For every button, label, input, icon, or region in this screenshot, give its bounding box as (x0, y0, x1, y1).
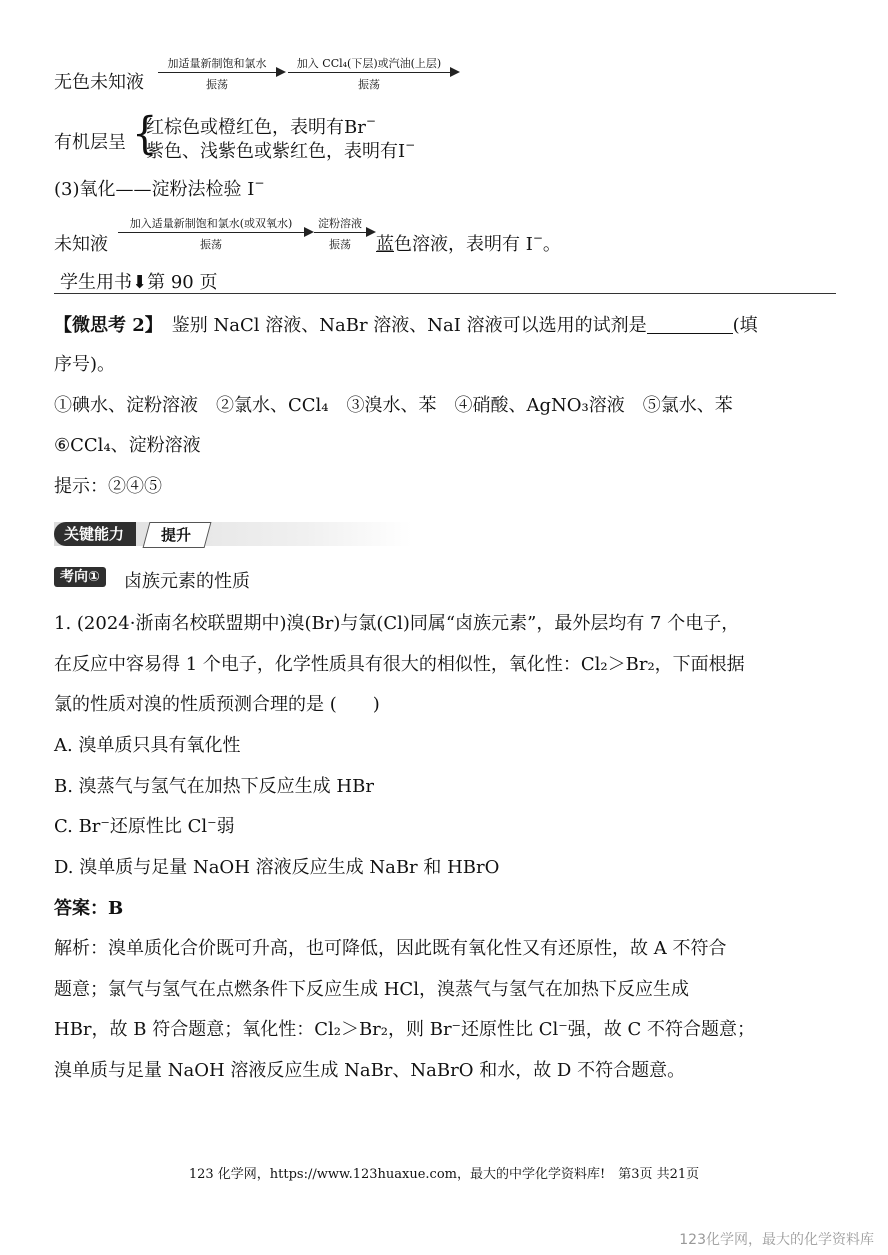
answer-line: 答案：B (54, 898, 124, 919)
result-line-i: 紫色、浅紫色或紫红色，表明有I− (146, 138, 416, 162)
arrow-4-bottom-label: 振荡 (329, 238, 351, 251)
analysis-line2: 题意；氯气与氢气在点燃条件下反应生成 HCl，溴蒸气与氢气在加热下反应生成 (54, 979, 689, 1000)
think-question: 【微思考 2】 鉴别 NaCl 溶液、NaBr 溶液、NaI 溶液可以选用的试剂是 (填 (54, 315, 758, 336)
arrow-2-top-label: 加入 CCl₄(下层)或汽油(上层) (296, 57, 442, 70)
topic-title: 卤族元素的性质 (124, 571, 250, 592)
question-1-line1: 1. (2024·浙南名校联盟期中)溴(Br)与氯(Cl)同属“卤族元素”，最外层均有 7 个电子， (54, 613, 740, 634)
analysis-line3: HBr，故 B 符合题意；氧化性：Cl₂＞Br₂，则 Br⁻还原性比 Cl⁻强，故 C 不符合题意； (54, 1019, 756, 1040)
section-3-title: (3)氧化——淀粉法检验 I− (54, 176, 265, 200)
banner-left-label: 关键能力 (54, 522, 136, 546)
arrow-3-bottom-label: 振荡 (200, 238, 222, 251)
option-b: B. 溴蒸气与氢气在加热下反应生成 HBr (54, 776, 374, 797)
option-d: D. 溴单质与足量 NaOH 溶液反应生成 NaBr 和 HBrO (54, 857, 500, 878)
arrow-2-bottom-label: 振荡 (358, 78, 380, 91)
organic-layer-label: 有机层呈 (54, 132, 126, 153)
student-book-ref: 学生用书⬇第 90 页 (60, 272, 218, 293)
think-question-line2: 序号)。 (54, 354, 116, 375)
divider-line (54, 293, 836, 294)
watermark: 123化学网，最大的化学资料库 (679, 1232, 874, 1248)
arrow-1-bottom-label: 振荡 (206, 78, 228, 91)
brace-symbol: { (132, 108, 158, 160)
down-arrow-icon: ⬇ (132, 272, 148, 293)
flow2-start: 未知液 (54, 234, 108, 255)
question-1-line2: 在反应中容易得 1 个电子，化学性质具有很大的相似性，氧化性：Cl₂＞Br₂，下面根据 (54, 654, 745, 675)
arrow-1-top-label: 加适量新制饱和氯水 (167, 57, 267, 70)
flow1-start: 无色未知液 (54, 72, 144, 93)
think-options-2: ⑥CCl₄、淀粉溶液 (54, 435, 201, 456)
option-a: A. 溴单质只具有氧化性 (54, 735, 241, 756)
result-line-br: 红棕色或橙红色，表明有Br− (146, 114, 376, 138)
question-1-line3: 氯的性质对溴的性质预测合理的是 ( ) (54, 694, 380, 715)
think-hint: 提示：②④⑤ (54, 476, 162, 497)
page-footer: 123 化学网，https://www.123huaxue.com，最大的中学化学资料库! 第3页 共21页 (188, 1167, 700, 1182)
topic-tag: 考向① (54, 567, 106, 587)
think-options-1: ①碘水、淀粉溶液 ②氯水、CCl₄ ③溴水、苯 ④硝酸、AgNO₃溶液 ⑤氯水、苯 (54, 395, 733, 416)
analysis-line4: 溴单质与足量 NaOH 溶液反应生成 NaBr、NaBrO 和水，故 D 不符合题意。 (54, 1060, 686, 1081)
option-c: C. Br⁻还原性比 Cl⁻弱 (54, 816, 235, 837)
answer-blank (647, 315, 733, 334)
banner-right-label: 提升 (143, 522, 212, 548)
arrow-4-top-label: 淀粉溶液 (318, 217, 362, 230)
key-ability-banner (54, 522, 412, 546)
arrow-3-top-label: 加入适量新制饱和氯水(或双氧水) (129, 217, 293, 230)
flow2-result: 蓝色溶液，表明有 I−。 (376, 231, 561, 255)
analysis-line1: 解析：溴单质化合价既可升高，也可降低，因此既有氧化性又有还原性，故 A 不符合 (54, 938, 727, 959)
